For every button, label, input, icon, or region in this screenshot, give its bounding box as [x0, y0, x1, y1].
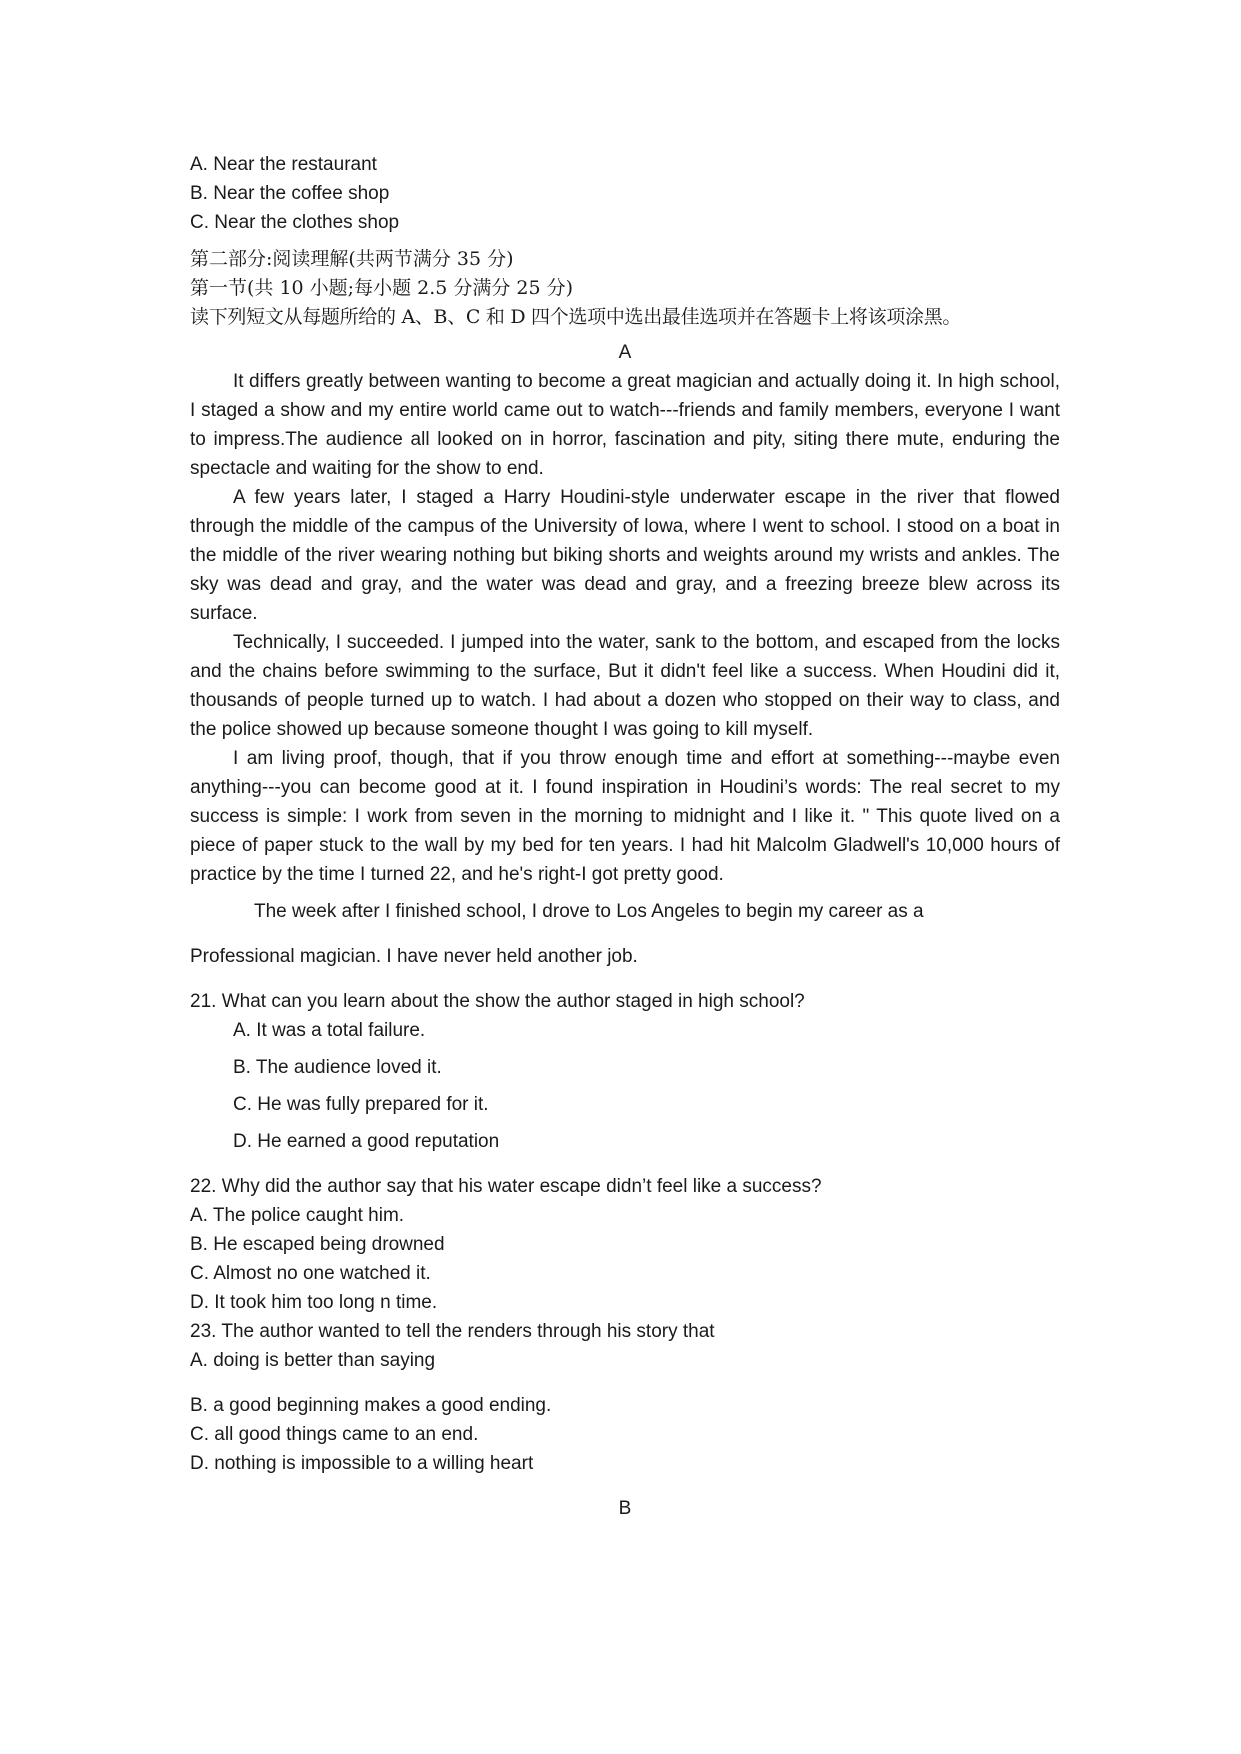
answer-option: B. The audience loved it. [233, 1057, 442, 1078]
question-stem: 23. The author wanted to tell the renders through his story that [190, 1321, 715, 1342]
answer-option: B. a good beginning makes a good ending. [190, 1395, 552, 1416]
passage-paragraph: Technically, I succeeded. I jumped into the water, sank to the bottom, and escaped from the locks and the chains before swimming to the surface, But it didn't feel like a success. When Houdini did it, thousands of people turned up to watch. I had about a dozen who stopped on their way to class, and the police showed up because someone thought I was going to kill myself. [190, 632, 1060, 740]
passage-last-line-2: Professional magician. I have never held another job. [190, 946, 638, 967]
answer-option: C. He was fully prepared for it. [233, 1094, 489, 1115]
question-stem: 21. What can you learn about the show the author staged in high school? [190, 991, 805, 1012]
answer-option: D. It took him too long n time. [190, 1292, 438, 1313]
answer-option: C. all good things came to an end. [190, 1424, 479, 1445]
passage-body [190, 367, 1060, 889]
option-b: B. Near the coffee shop [190, 183, 390, 204]
passage-last-line-1: The week after I finished school, I drove to Los Angeles to begin my career as a [254, 901, 924, 922]
answer-option: A. It was a total failure. [233, 1020, 426, 1041]
part-title: 第二部分:阅读理解(共两节满分 35 分) [190, 248, 514, 270]
question-22 [190, 1172, 1060, 1317]
question-21 [190, 987, 1060, 1156]
passage-paragraph: A few years later, I staged a Harry Houdini-style underwater escape in the river that flowed through the middle of the campus of the University of lowa, where I went to school. I stood on a boat in the middle of the river wearing nothing but biking shorts and weights around my wrists and ankles. The sky was dead and gray, and the water was dead and gray, and a freezing breeze blew across its surface. [190, 487, 1060, 624]
exam-page [190, 150, 1060, 1523]
question-stem: 22. Why did the author say that his water escape didn’t feel like a success? [190, 1176, 822, 1197]
answer-option: B. He escaped being drowned [190, 1234, 445, 1255]
passage-paragraph: I am living proof, though, that if you throw enough time and effort at something---maybe even anything---you can become good at it. I found inspiration in Houdini’s words: The real secret to my success is simple: I work from seven in the morning to midnight and I like it. " This quote lived on a piece of paper stuck to the wall by my bed for ten years. I had hit Malcolm Gladwell's 10,000 hours of practice by the time I turned 22, and he's right-I got pretty good. [190, 748, 1060, 885]
section-header [190, 245, 1060, 332]
answer-option: D. He earned a good reputation [233, 1131, 500, 1152]
option-c: C. Near the clothes shop [190, 212, 400, 233]
answer-option: A. doing is better than saying [190, 1350, 436, 1371]
answer-option: A. The police caught him. [190, 1205, 405, 1226]
passage-paragraph: It differs greatly between wanting to become a great magician and actually doing it. In high school, I staged a show and my entire world came out to watch---friends and family members, everyone I want to impress.The audience all looked on in horror, fascination and pity, siting there mute, enduring the spectacle and waiting for the show to end. [190, 371, 1060, 479]
option-a: A. Near the restaurant [190, 154, 377, 175]
next-passage-label: B [618, 1498, 632, 1519]
answer-option: D. nothing is impossible to a willing heart [190, 1453, 534, 1474]
answer-option: C. Almost no one watched it. [190, 1263, 431, 1284]
passage-label: A [618, 342, 632, 363]
instruction-text: 读下列短文从每题所给的 A、B、C 和 D 四个选项中选出最佳选项并在答题卡上将该项涂黑。 [190, 306, 962, 328]
previous-question-options [190, 150, 1060, 237]
question-23 [190, 1317, 1060, 1478]
section-title: 第一节(共 10 小题;每小题 2.5 分满分 25 分) [190, 277, 574, 299]
